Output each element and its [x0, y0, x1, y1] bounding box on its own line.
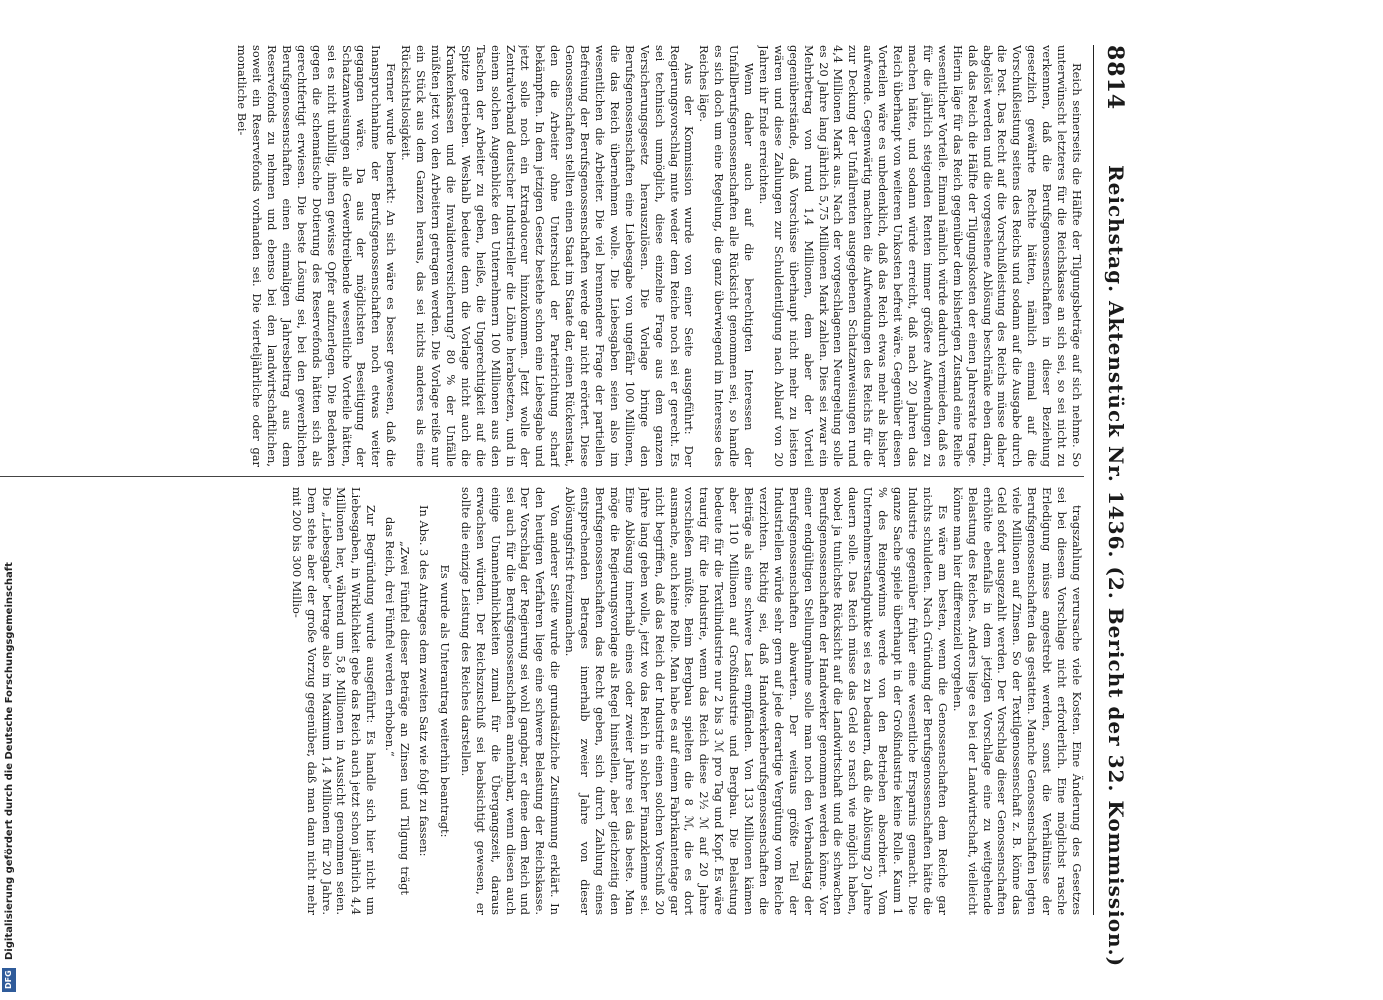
paragraph: Ferner wurde bemerkt: An sich wäre es besser gewesen, daß die Inanspruchnahme der Berufsgenossenschaften noch etwas weiter gegangen wäre. Da aus der möglichsten Beseitigung der Schatzanweisungen alle Gewerbtreibende wesentliche Vorteile hätten, sei es nicht unbillig, ihnen gewisse Opfer aufzuerlegen. Die Bedenken gegen die schematische Dotierung des Reservefonds hätten sich als gerechtfertigt erwiesen. Die beste Lösung sei, bei den gewerblichen Berufsgenossenschaften einen einmaligen Jahresbeitrag aus dem Reservefonds zu nehmen und ebenso bei den landwirtschaftlichen, soweit ein Reservefonds vorhanden sei. Die vierteljährliche oder gar monatliche Bei-: [235, 45, 399, 467]
paragraph: Es wäre am besten, wenn die Genossenschaften dem Reiche gar nichts schuldeten. Nach Gründung der Berufsgenossenschaften hätte die Industrie gegenüber früher eine wesentliche Ersparnis gemacht. Die ganze Sache spiele überhaupt in der Großindustrie keine Rolle. Kaum 1 % des Reingewinns werde von den Betrieben absorbiert. Vom Unternehmerstandpunkte sei es zu bedauern, daß die Ablösung 20 Jahre dauern solle. Das Reich müsse das Geld so rasch wie möglich haben, wobei ja tunlichste Rücksicht auf die Landwirtschaft und die schwachen Berufsgenossenschaften der Handwerker genommen werden könne. Vor einer endgültigen Stellungnahme solle man noch den Verbandstag der Berufsgenossenschaften abwarten. Der weitaus größte Teil der Industriellen würde sehr gern auf jede derartige Vergütung vom Reiche verzichten. Richtig sei, daß Handwerkerberufsgenossenschaften die Beiträge als eine schwere Last empfänden. Von 133 Millionen kämen aber 110 Millionen auf Großindustrie und Bergbau. Die Belastung bedeute für die Textilindustrie nur 2 bis 3 ℳ pro Tag und Kopf. Es wäre traurig für die Industrie, wenn das Reich diese 2½ ℳ auf 20 Jahre vorschießen müßte. Beim Bergbau spielten die 8 ℳ, die es dort ausmache, auch keine Rolle. Man habe es auf einem Fabrikantentage gar nicht begriffen, daß das Reich der Industrie einen solchen Vorschuß 20 Jahre lang geben wolle, jetzt wo das Reich in solcher Finanzklemme sei. Eine Ablösung innerhalb eines oder zweier Jahre sei das beste. Man möge die Regierungsvorlage als Regel hinstellen, aber gleichzeitig den Berufsgenossenschaften das Recht geben, sich durch Zahlung eines entsprechenden Betrages innerhalb zweier Jahre von dieser Ablösungsfrist freizumachen.: [563, 487, 950, 915]
paragraph: Wenn daher auch auf die berechtigten Interessen der Unfallberufsgenossenschaften alle Rücksicht genommen sei, so handle es sich doch um eine Regelung, die ganz überwiegend im Interesse des Reiches läge.: [697, 45, 757, 467]
justification-paragraph: Zur Begründung wurde ausgeführt: Es handle sich hier nicht um Liebesgaben, in Wirklichkeit gebe das Reich auch jetzt schon jährlich 4,4 Millionen her, während um 5,8 Millionen in Aussicht genommen seien. Die „Liebesgabe“ betrage also im Maximum 1,4 Millionen für 20 Jahre. Dem stehe aber der große Vorzug gegenüber, daß man dann nicht mehr mit 200 bis 300 Millio-: [289, 487, 379, 915]
right-column: [0, 487, 1084, 915]
page-header: [1088, 45, 1128, 968]
motion-intro: In Abs. 3 des Antrages dem zweiten Satz wie folgt zu fassen:: [417, 505, 432, 857]
motion-quote: „Zwei Fünftel dieser Beträge an Zinsen und Tilgung trägt das Reich, drei Fünftel werden erhoben.“: [383, 517, 413, 895]
header-rule: [1093, 45, 1094, 915]
paragraph: tragszahlung verursache viele Kosten. Eine Änderung des Gesetzes sei bei diesem Vorschlage nicht erforderlich. Eine möglichst rasche Erledigung müsse angestrebt werden, sonst die Verhältnisse der Berufsgenossenschaften das gestatten. Manche Genossenschaften legten viele Millionen auf Zinsen. So der Textilgenossenschaft z. B. könne das Geld sofort ausgezahlt werden. Der Vorschlag dieser Genossenschaften erhöhte ebenfalls in dem jetzigen Vorschlage eine zu weitgehende Belastung des Reiches. Anders liege es bei der Landwirtschaft, vielleicht könne man hier differenziell vorgehen.: [950, 487, 1084, 915]
page-number: 8814: [1102, 45, 1128, 111]
paragraph: Reich seinerseits die Hälfte der Tilgungsbeträge auf sich nehme. So unterwünscht letzteres für die Reichskasse an sich sei, so sei nicht zu verkennen, daß die Berufsgenossenschaften in dieser Beziehung gesetzlich gewährte Rechte hätten, nämlich einmal auf die Vorschußleistung seitens des Reichs und sodann auf die Ausgabe durch die Post. Das Recht auf die Vorschußleistung des Reichs müsse daher abgelöst werden und die vorgesehene Ablösung beschränke eben darin, daß das Reich die Hälfte der Tilgungskosten der einen Jahresrate trage. Hierin läge für das Reich gegenüber dem bisherigen Zustand eine Reihe wesentlicher Vorteile. Einmal nämlich würde dadurch vermieden, daß es für die jährlich steigenden Renten immer größere Aufwendungen zu machen hätte, und sodann würde erreicht, daß nach 20 Jahren das Reich überhaupt von weiteren Unkosten befreit wäre. Gegenüber diesen Vorteilen wäre es unbedenklich, daß das Reich etwas mehr als bisher aufwende. Gegenwärtig machten die Aufwendungen des Reichs für die zur Deckung der Unfallrenten ausgegebenen Schatzanweisungen rund 4,4 Millionen Mark aus. Nach der vorgeschlagenen Neuregelung solle es 20 Jahre lang jährlich 5,75 Millionen Mark zahlen. Dies sei zwar ein Mehrbetrag von rund 1,4 Millionen, dem aber der Vorteil gegenüberstände, daß Vorschüsse überhaupt nicht mehr zu leisten wären und diese Zahlungen zur Schuldentilgung nach Ablauf von 20 Jahren ihr Ende erreichten.: [756, 45, 1084, 467]
paragraph: Von anderer Seite wurde die grundsätzliche Zustimmung erklärt. In den heutigen Verfahren liege eine schwere Belastung der Reichskasse. Der Vorschlag der Regierung sei wohl gangbar, er diene dem Reich und sei auch für die Berufsgenossenschaften annehmbar, wenn diesen auch einige Unannehmlichkeiten zumal für die Übergangszeit, daraus erwachsen würden. Der Reichszuschuß sei beabsichtigt gewesen, er sollte die einzige Leistung des Reiches darstellen.: [458, 487, 563, 915]
document-page: [0, 45, 1128, 968]
motion-heading: Es wurde als Unterantrag weiterhin beantragt:: [437, 564, 452, 838]
column-divider: [0, 476, 1084, 477]
credit-text: Digitalisierung gefördert durch die Deutsche Forschungsgemeinschaft: [4, 562, 15, 960]
running-title: Reichstag. Aktenstück Nr. 1436. (2. Bericht der 32. Kommission.): [1104, 165, 1128, 968]
dfg-logo-text: DFG: [4, 970, 13, 990]
dfg-logo: [2, 968, 16, 992]
paragraph: Aus der Kommission wurde von einer Seite ausgeführt: Der Regierungsvorschlag mute weder dem Reiche noch sei er gerecht. Es sei technisch unmöglich, diese einzelne Frage aus dem ganzen Versicherungsgesetz herauszulösen. Die Vorlage bringe den Berufsgenossenschaften eine Liebesgabe von ungefähr 100 Millionen, die das Reich übernehmen wolle. Die Liebesgaben seien also im wesentlichen die Arbeiter. Die viel brennendere Frage der partiellen Befreiung der Berufsgenossenschaften werde gar nicht erörtert. Diese Genossenschaften stellten einen Staat im Staate dar, einen Rückenstaat, den die Arbeiter ohne Unterschied der Parteirichtung scharf bekämpften. In dem jetzigen Gesetz bestehe schon eine Liebesgabe und jetzt solle noch ein Extradouceur hinzukommen. Jetzt wolle der Zentralverband deutscher Industrieller die Löhne herabsetzen, und in einem solchen Augenblicke den Unternehmern 100 Millionen aus den Taschen der Arbeiter zu geben, heiße, die Ungerechtigkeit auf die Spitze getrieben. Weshalb bedeute denn die Vorlage nicht auch die Krankenkassen und die Invalidenversicherung? 80 % der Unfälle müßten jetzt von den Arbeitern getragen werden. Die Vorlage reiße nur ein Stück aus dem Ganzen heraus, das sei nichts anderes als eine Rücksichtslosigkeit.: [399, 45, 697, 467]
left-column: [0, 45, 1084, 467]
digitization-credit: [4, 60, 16, 960]
